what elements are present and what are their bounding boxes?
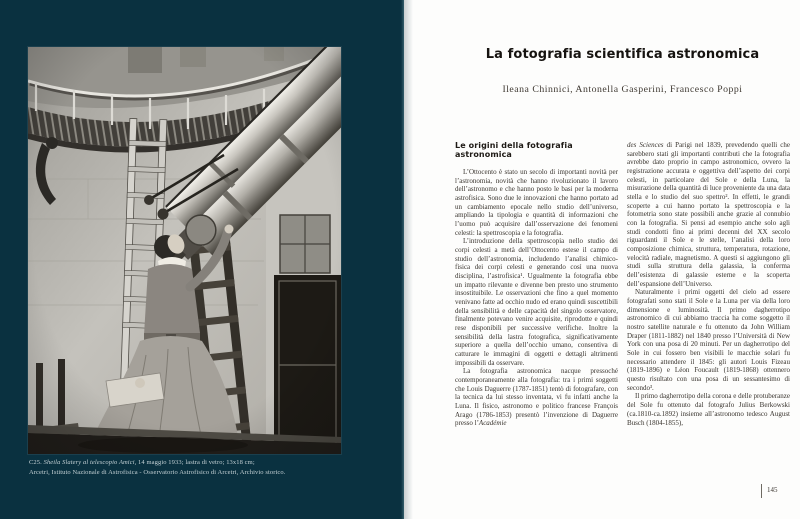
- paragraph-3: [455, 367, 618, 428]
- photo-illustration: [28, 47, 341, 454]
- caption-details: , 14 maggio 1933; lastra di vetro; 13x18 cm;: [134, 459, 255, 466]
- caption-line-1: [29, 458, 361, 468]
- paragraph-1: L’Ottocento è stato un secolo di importanti novità per l’astronomia, novità che hanno rivoluzionato il lavoro dell’astronomo e che hanno posto le basi per la moderna astrofisica. Sono due le innovazioni che hanno portato ad un cambiamento epocale nello studio dell’universo, ampliando la tipologia e quantità di informazioni che l’uomo può acquisire dall’osservazione dei fenomeni celesti: la spettroscopia e la fotografia.: [455, 168, 618, 237]
- column-right: [627, 141, 790, 428]
- page-content: [455, 0, 790, 428]
- text-columns: [455, 141, 790, 428]
- paragraph-4: [627, 141, 790, 288]
- section-heading: Le origini della fotografia astronomica: [455, 141, 573, 159]
- chapter-title: La fotografia scientifica astronomica: [485, 47, 760, 62]
- photo-caption: [29, 458, 361, 478]
- paragraph-4-text: di Parigi nel 1839, prevedendo quelli che sarebbero stati gli importanti contributi che la fotografia avrebbe dato proprio in campo astronomico, ovvero la registrazione accurata e oggettiva dell’aspetto dei corpi celesti, in particolare del Sole e della Luna, la misurazione della quantità di luce proveniente da una data stella e lo studio del suo spettro². In effetti, le grandi scoperte a cui hanno portato la spettroscopia e la fotometria sono state possibili anche grazie al connubio con la fotografia. Si pensi ad esempio anche solo agli studi condotti fino ai primi decenni del XX secolo riguardanti il Sole e le stelle, l’analisi della loro composizione chimica, struttura, temperatura, rotazione, velocità radiale, magnetismo. A questi si aggiungono gli studi sulla struttura della galassia, la conferma dell’esistenza di galassie esterne e la scoperta dell’espansione dell’Universo.: [627, 141, 790, 288]
- archival-photo: [28, 47, 341, 454]
- paragraph-6: Il primo dagherrotipo della corona e delle protuberanze del Sole fu ottenuto dal fotografo Julius Berkowski (ca.1810-ca.1892) insieme all’astronomo tedesco August Busch (1804-1855),: [627, 392, 790, 427]
- right-page: [404, 0, 800, 519]
- authors-line: Ileana Chinnici, Antonella Gasperini, Francesco Poppi: [502, 84, 743, 95]
- photo-vignette: [28, 47, 341, 454]
- column-left: [455, 141, 618, 428]
- page-number: 145: [761, 484, 778, 498]
- paragraph-3-italic: Académie: [478, 419, 507, 428]
- paragraph-5: Naturalmente i primi oggetti del cielo ad essere fotografati sono stati il Sole e la Luna per via della loro dimensione e luminosità. Il primo dagherrotipo astronomico di cui abbiamo traccia ha come soggetto il nostro satellite naturale e fu ottenuto da John William Draper (1811-1882) nel 1840 presso l’Università di New York con una posa di 20 minuti. Per un dagherrotipo del Sole in cui fossero ben visibili le macchie solari fu necessario attendere il 1845: gli autori Louis Fizeau (1819-1896) e Léon Foucault (1819-1868) ottennero questo risultato con una posa di un sessantesimo di secondo³.: [627, 288, 790, 392]
- paragraph-2: L’introduzione della spettroscopia nello studio dei corpi celesti a metà dell’Ottocento estese il campo di studio dell’astronomia, includendo l’analisi chimico-fisica dei corpi celesti e generando così una nuova disciplina, l’astrofisica¹. Ugualmente la fotografia ebbe un impatto rilevante e divenne ben presto uno strumento insostituibile. Le osservazioni che fino a quel momento venivano fatte ad occhio nudo ed erano quindi suscettibili della sensibilità e delle capacità del singolo osservatore, finalmente potevano venire acquisite, riprodotte e quindi rese disponibili per successive verifiche. Inoltre la sensibilità della lastra fotografica, significativamente superiore a quella dell’occhio umano, consentiva di catturare le immagini di oggetti e dettagli altrimenti impossibili da osservare.: [455, 237, 618, 367]
- paragraph-4-italic: des Sciences: [627, 141, 664, 149]
- caption-photo-title: Sheila Slatery al telescopio Amici: [43, 459, 135, 466]
- caption-line-2: Arcetri, Istituto Nazionale di Astrofisica - Osservatorio Astrofisico di Arcetri, Archivio storico.: [29, 468, 286, 476]
- paragraph-3-text: La fotografia astronomica nacque pressoché contemporaneamente alla fotografia: tra i primi soggetti che Louis Daguerre (1787-1851) tentò di fotografare, con la tecnica da lui stesso inventata, vi fu infatti anche la Luna. Il fisico, astronomo e politico francese François Arago (1786-1853) presentò l’invenzione di Daguerre presso l’: [455, 367, 618, 428]
- caption-number: C25.: [29, 459, 44, 466]
